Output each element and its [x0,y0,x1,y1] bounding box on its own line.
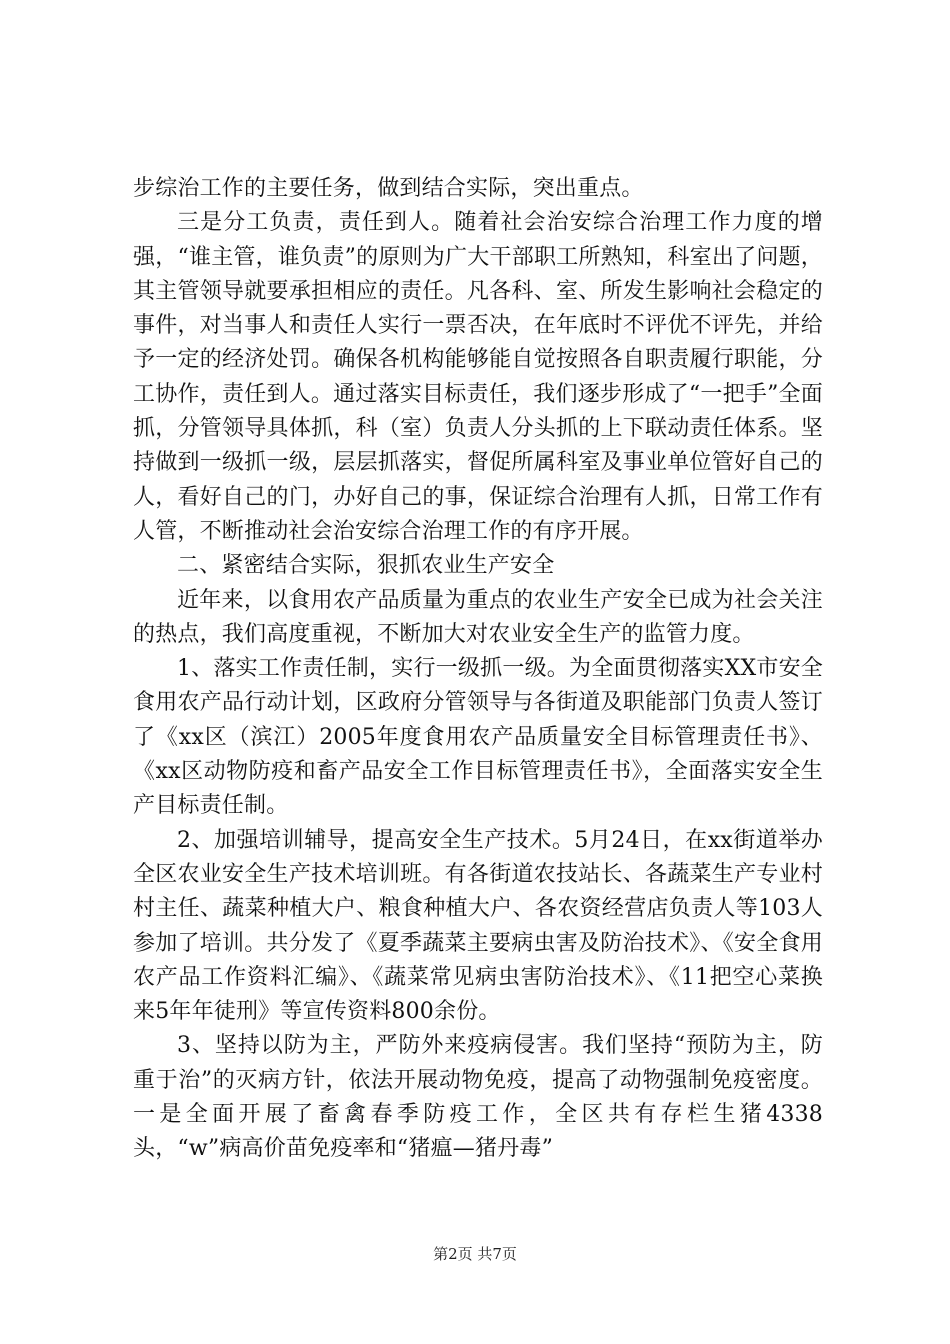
paragraph-item-3: 3、坚持以防为主，严防外来疫病侵害。我们坚持“预防为主，防重于治”的灭病方针，依法开展动物免疫，提高了动物强制免疫密度。一是全面开展了畜禽春季防疫工作，全区共有存栏生猪4338头，“w”病高价苗免疫率和“猪瘟—猪丹毒” [133,1033,823,1162]
paragraph-item-2: 2、加强培训辅导，提高安全生产技术。5月24日，在xx街道举办全区农业安全生产技术培训班。有各街道农技站长、各蔬菜生产专业村村主任、蔬菜种植大户、粮食种植大户、各农资经营店负责人等103人参加了培训。共分发了《夏季蔬菜主要病虫害及防治技术》、《安全食用农产品工作资料汇编》、《蔬菜常见病虫害防治技术》、《11把空心菜换来5年年徒刑》等宣传资料800余份。 [133,827,823,1025]
paragraph-intro: 近年来，以食用农产品质量为重点的农业生产安全已成为社会关注的热点，我们高度重视，不断加大对农业安全生产的监管力度。 [133,587,823,647]
paragraph-continuation: 步综治工作的主要任务，做到结合实际，突出重点。 [133,176,644,201]
paragraph-item-1: 1、落实工作责任制，实行一级抓一级。为全面贯彻落实XX市安全食用农产品行动计划，区政府分管领导与各街道及职能部门负责人签订了《xx区（滨江）2005年度食用农产品质量安全目标管理责任书》、《xx区动物防疫和畜产品安全工作目标管理责任书》，全面落实安全生产目标责任制。 [133,656,823,819]
paragraph-responsibility: 三是分工负责，责任到人。随着社会治安综合治理工作力度的增强，“谁主管，谁负责”的原则为广大干部职工所熟知，科室出了问题，其主管领导就要承担相应的责任。凡各科、室、所发生影响社会稳定的事件，对当事人和责任人实行一票否决，在年底时不评优不评先，并给予一定的经济处罚。确保各机构能够能自觉按照各自职责履行职能，分工协作，责任到人。通过落实目标责任，我们逐步形成了“一把手”全面抓，分管领导具体抓，科（室）负责人分头抓的上下联动责任体系。坚持做到一级抓一级，层层抓落实，督促所属科室及事业单位管好自己的人，看好自己的门，办好自己的事，保证综合治理有人抓，日常工作有人管，不断推动社会治安综合治理工作的有序开展。 [133,210,823,544]
document-body [133,172,823,1167]
section-heading-agriculture-safety: 二、紧密结合实际，狠抓农业生产安全 [177,553,555,579]
page-number-footer: 第2页 共7页 [433,1245,517,1263]
